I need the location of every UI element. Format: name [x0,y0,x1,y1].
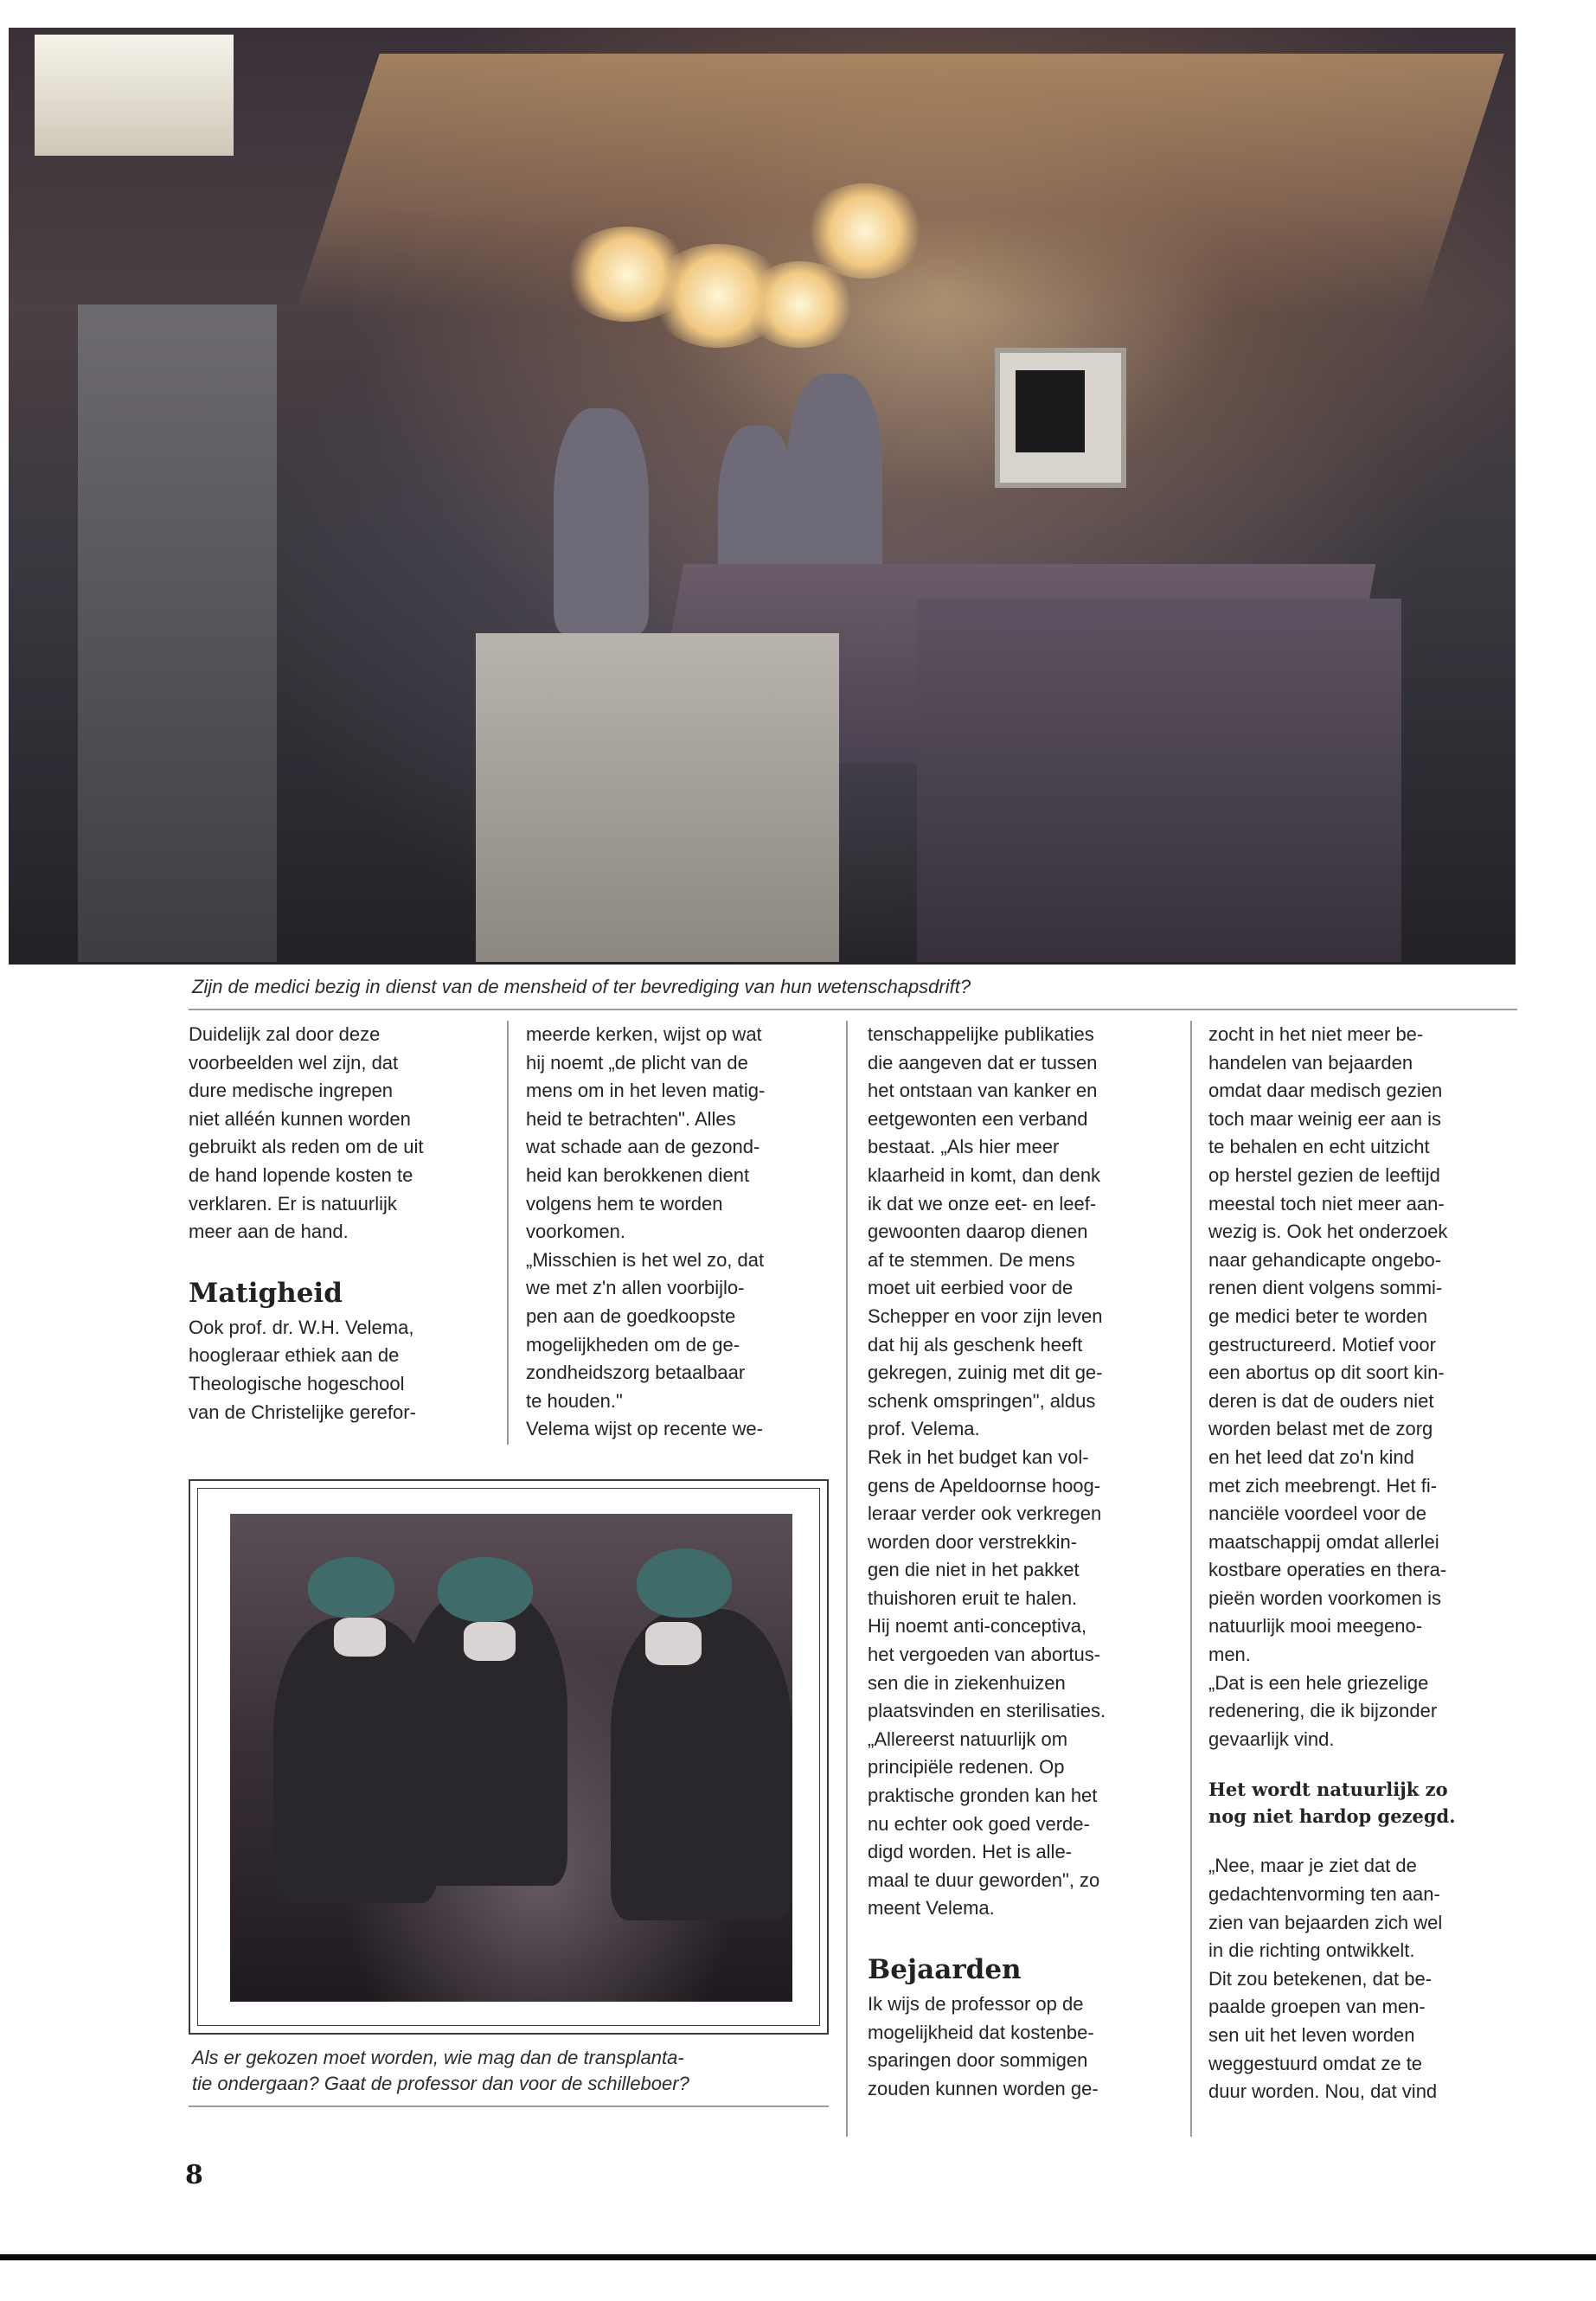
text-line: volgens hem te worden [526,1192,723,1215]
text-line: meent Velema. [868,1897,995,1920]
text-line: „Allereerst natuurlijk om [868,1727,1068,1750]
text-line: en het leed dat zo'n kind [1208,1445,1414,1468]
text-line: leraar verder ook verkregen [868,1503,1102,1525]
text-line: deren is dat de ouders niet [1208,1389,1434,1412]
instrument-cart [476,633,839,962]
text-line: weggestuurd omdat ze te [1208,2052,1423,2074]
text-line: hij noemt „de plicht van de [526,1051,748,1074]
text-line: „Dat is een hele griezelige [1208,1671,1429,1694]
text-line: in die richting ontwikkelt. [1208,1939,1415,1962]
text-line: zondheidszorg betaalbaar [526,1362,746,1384]
text-line: toch maar weinig eer aan is [1208,1107,1442,1130]
section-heading-bejaarden: Bejaarden [868,1954,1022,1985]
text-line: Theologische hogeschool [189,1372,405,1394]
text-line: worden belast met de zorg [1208,1418,1433,1440]
surgical-lamp [804,183,926,279]
text-line: die aangeven dat er tussen [868,1051,1098,1074]
surgical-cap [438,1557,533,1622]
text-line: handelen van bejaarden [1208,1051,1413,1074]
text-line: men. [1208,1644,1251,1666]
text-line: nanciële voordeel voor de [1208,1503,1426,1525]
paragraph-gap [1208,1753,1520,1776]
text-line: te behalen en echt uitzicht [1208,1136,1430,1158]
text-line: gebruikt als reden om de uit [189,1136,424,1158]
surgeon-figure [554,408,649,633]
text-line: meestal toch niet meer aan- [1208,1192,1445,1215]
text-line: gewoonten daarop dienen [868,1221,1088,1243]
text-line: dure medische ingrepen [189,1080,394,1102]
text-line: redenering, die ik bijzonder [1208,1700,1438,1722]
text-line: sen uit het leven worden [1208,2024,1415,2046]
operating-room-photo [9,28,1516,965]
text-line: heid kan berokkenen dient [526,1163,750,1186]
column-4 [1208,1021,1520,2106]
text-line: Schepper en voor zijn leven [868,1304,1103,1327]
inset-photo-caption-line-2: tie ondergaan? Gaat de professor dan voor de schilleboer? [192,2073,689,2094]
text-line: moet uit eerbied voor de [868,1277,1074,1299]
text-line: op herstel gezien de leeftijd [1208,1163,1440,1186]
column-divider [507,1021,509,1445]
text-line: pieën worden voorkomen is [1208,1586,1442,1609]
text-line: Ook prof. dr. W.H. Velema, [189,1316,414,1338]
surgical-cap [637,1548,732,1618]
text-line: natuurlijk mooi meegeno- [1208,1615,1423,1638]
text-line: maatschappij omdat allerlei [1208,1530,1439,1553]
column-divider [1190,1021,1192,2137]
surgical-mask [645,1622,702,1665]
text-line: tenschappelijke publikaties [868,1023,1094,1045]
text-line: zocht in het niet meer be- [1208,1023,1424,1045]
paragraph-gap [1208,1830,1520,1852]
text-line: principiële redenen. Op [868,1756,1065,1779]
interview-question: Het wordt natuurlijk zo [1208,1779,1448,1801]
text-line: maal te duur geworden", zo [868,1868,1100,1891]
inset-photo-caption-line-1: Als er gekozen moet worden, wie mag dan de transplanta- [192,2047,684,2068]
text-line: plaatsvinden en sterilisaties. [868,1700,1106,1722]
text-line: het ontstaan van kanker en [868,1080,1098,1102]
text-line: gedachtenvorming ten aan- [1208,1883,1440,1906]
text-line: Duidelijk zal door deze [189,1023,381,1045]
text-line: gen die niet in het pakket [868,1559,1080,1581]
text-line: het vergoeden van abortus- [868,1644,1101,1666]
caption-divider [189,1009,1517,1010]
text-line: gestructureerd. Motief voor [1208,1333,1436,1356]
text-line: gekregen, zuinig met dit ge- [868,1362,1103,1384]
text-line: ik dat we onze eet- en leef- [868,1192,1097,1215]
text-line: nu echter ook goed verde- [868,1812,1090,1835]
column-3 [868,1021,1188,2103]
text-line: Velema wijst op recente we- [526,1418,763,1440]
text-line: gevaarlijk vind. [1208,1727,1335,1750]
text-line: de hand lopende kosten te [189,1163,413,1186]
surgeons-inset-photo [230,1514,792,2002]
text-line: klaarheid in komt, dan denk [868,1163,1101,1186]
text-line: mens om in het leven matig- [526,1080,766,1102]
caption-divider [189,2106,829,2107]
text-line: „Misschien is het wel zo, dat [526,1248,765,1271]
column-divider [846,1021,848,2137]
text-line: Rek in het budget kan vol- [868,1445,1089,1468]
surgical-mask [334,1618,386,1657]
text-line: Hij noemt anti-conceptiva, [868,1615,1087,1638]
surgeon-figure [611,1609,792,1920]
text-line: praktische gronden kan het [868,1785,1098,1807]
text-line: wat schade aan de gezond- [526,1136,760,1158]
text-line: sparingen door sommigen [868,2049,1088,2072]
ceiling-boom [295,54,1503,313]
text-line: mogelijkheden om de ge- [526,1333,740,1356]
text-line: we met z'n allen voorbijlo- [526,1277,745,1299]
text-line: meerde kerken, wijst op wat [526,1023,762,1045]
text-line: worden door verstrekkin- [868,1530,1078,1553]
surgical-cap [308,1557,394,1618]
text-line: een abortus op dit soort kin- [1208,1362,1445,1384]
wall-monitor [995,348,1126,488]
column-1 [189,1021,500,1426]
text-line: bestaat. „Als hier meer [868,1136,1060,1158]
text-line: heid te betrachten". Alles [526,1107,736,1130]
text-line: zouden kunnen worden ge- [868,2077,1099,2099]
text-line: duur worden. Nou, dat vind [1208,2080,1438,2103]
text-line: voorbeelden wel zijn, dat [189,1051,399,1074]
interview-question: nog niet hardop gezegd. [1208,1805,1456,1828]
surgical-drape [917,599,1401,962]
text-line: kostbare operaties en thera- [1208,1559,1447,1581]
text-line: pen aan de goedkoopste [526,1304,736,1327]
text-line: meer aan de hand. [189,1221,349,1243]
text-line: sen die in ziekenhuizen [868,1671,1066,1694]
text-line: ge medici beter te worden [1208,1304,1428,1327]
top-photo-caption: Zijn de medici bezig in dienst van de mensheid of ter bevrediging van hun wetenschapsdrift? [192,976,971,997]
text-line: met zich meebrengt. Het fi- [1208,1474,1438,1497]
text-line: dat hij als geschenk heeft [868,1333,1083,1356]
text-line: af te stemmen. De mens [868,1248,1075,1271]
page-number: 8 [185,2160,203,2190]
text-line: naar gehandicapte ongebo- [1208,1248,1442,1271]
text-line: schenk omspringen", aldus [868,1389,1096,1412]
text-line: digd worden. Het is alle- [868,1841,1073,1863]
text-line: van de Christelijke gerefor- [189,1400,416,1423]
text-line: Dit zou betekenen, dat be- [1208,1967,1433,1990]
text-line: „Nee, maar je ziet dat de [1208,1855,1417,1877]
section-heading-matigheid: Matigheid [189,1277,343,1309]
text-line: Ik wijs de professor op de [868,1993,1084,2015]
text-line: renen dient volgens sommi- [1208,1277,1443,1299]
page-bottom-margin [0,2260,1596,2301]
text-line: wezig is. Ook het onderzoek [1208,1221,1448,1243]
equipment-rack [78,304,277,962]
text-line: gens de Apeldoornse hoog- [868,1474,1101,1497]
text-line: omdat daar medisch gezien [1208,1080,1443,1102]
column-2 [526,1021,837,1444]
text-line: eetgewonten een verband [868,1107,1088,1130]
surgical-mask [464,1622,516,1661]
text-line: zien van bejaarden zich wel [1208,1911,1443,1933]
text-line: hoogleraar ethiek aan de [189,1344,400,1367]
ceiling-light-panel [35,35,234,156]
text-line: thuishoren eruit te halen. [868,1586,1078,1609]
page-top-margin [0,0,1596,28]
text-line: voorkomen. [526,1221,625,1243]
text-line: mogelijkheid dat kostenbe- [868,2021,1094,2043]
text-line: niet alléén kunnen worden [189,1107,411,1130]
text-line: prof. Velema. [868,1418,980,1440]
text-line: paalde groepen van men- [1208,1996,1426,2018]
text-line: verklaren. Er is natuurlijk [189,1192,397,1215]
text-line: te houden." [526,1389,623,1412]
